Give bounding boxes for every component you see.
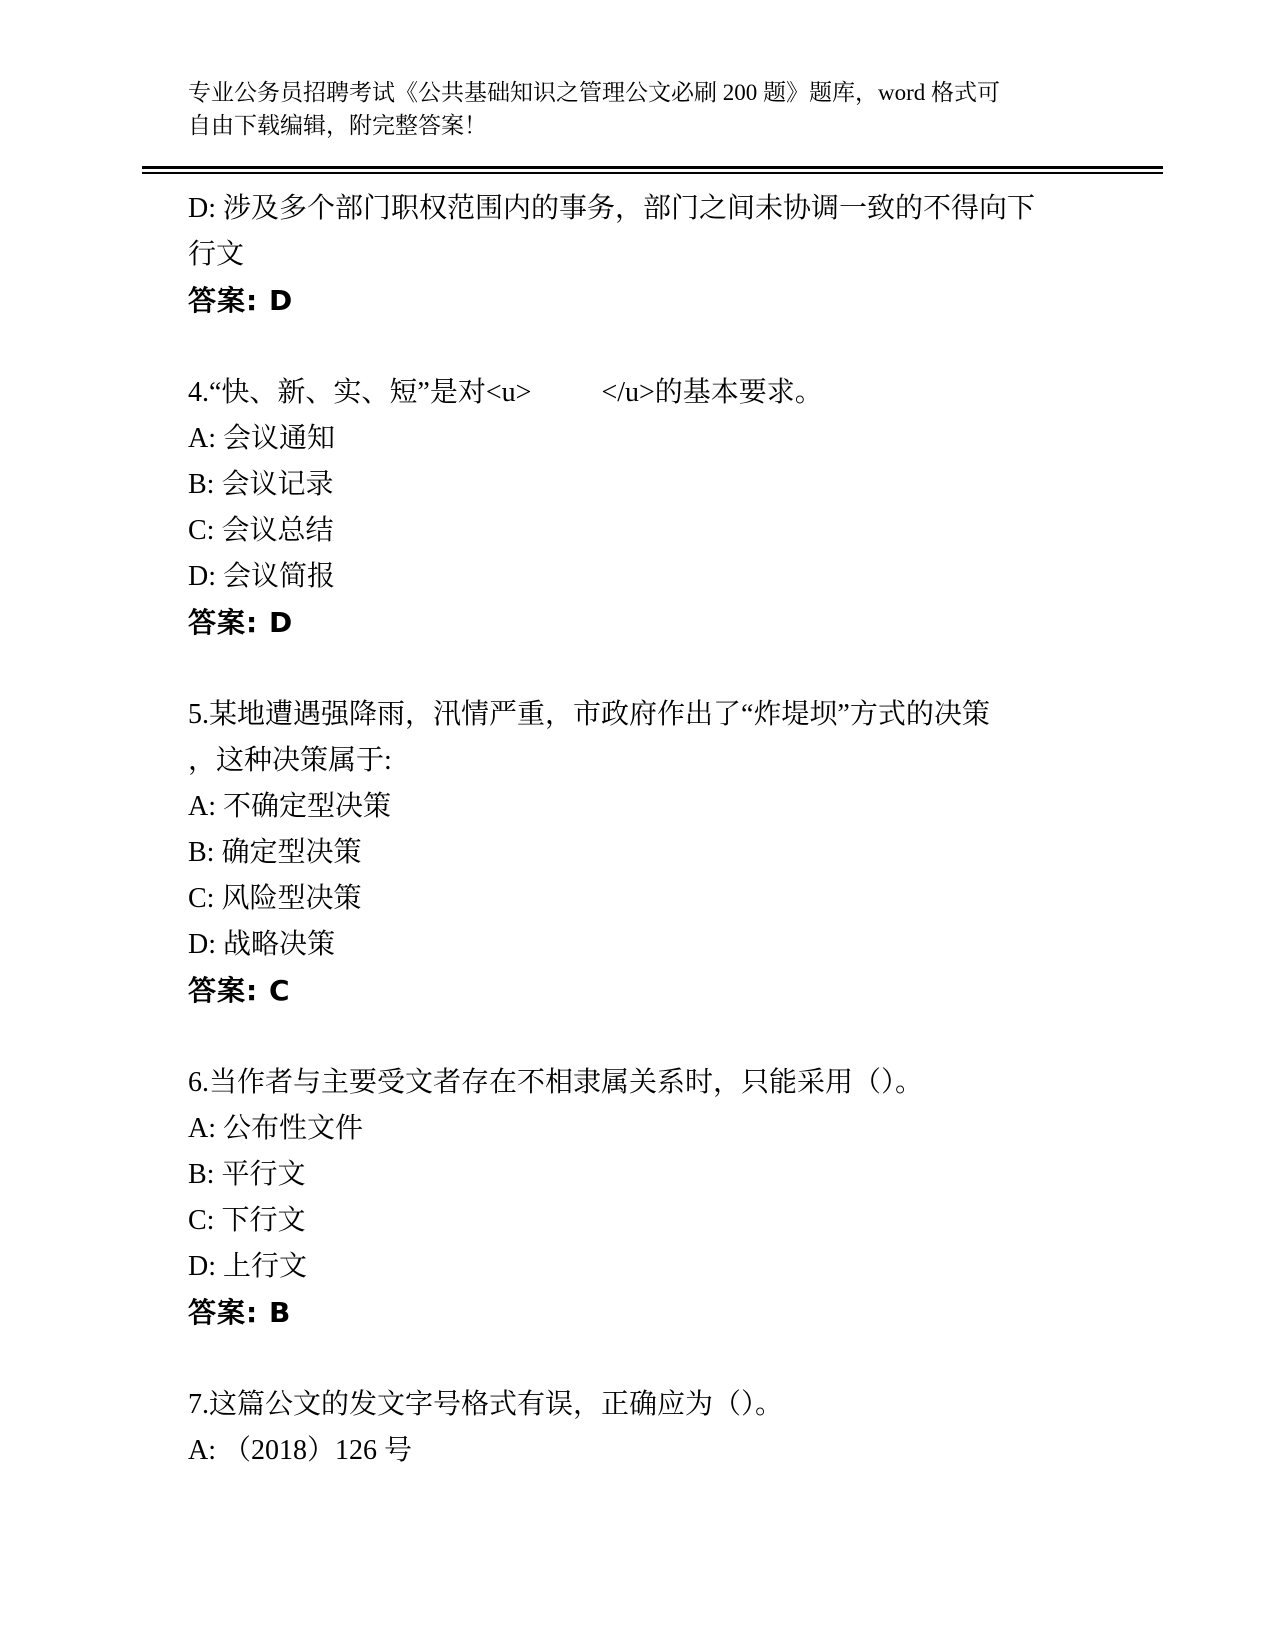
question-text: 5.某地遭遇强降雨，汛情严重，市政府作出了“炸堤坝”方式的决策 bbox=[188, 699, 990, 730]
question-block-4 bbox=[188, 370, 1148, 646]
option-d-text-wrap: 行文 bbox=[188, 239, 245, 270]
header-divider bbox=[142, 166, 1163, 174]
questions-content bbox=[188, 186, 1148, 1474]
question-block-6 bbox=[188, 1060, 1148, 1336]
option-c-text: C: 会议总结 bbox=[188, 515, 334, 546]
option-c-text: C: 下行文 bbox=[188, 1205, 306, 1236]
option-a-text: A: 会议通知 bbox=[188, 423, 336, 454]
option-d-text: D: 战略决策 bbox=[188, 929, 336, 960]
question-block-5 bbox=[188, 692, 1148, 1014]
question-text: 6.当作者与主要受文者存在不相隶属关系时，只能采用（）。 bbox=[188, 1067, 924, 1098]
option-a-text: A: （2018）126 号 bbox=[188, 1435, 413, 1466]
question-block-7 bbox=[188, 1382, 1148, 1474]
answer-line: 答案: D bbox=[188, 284, 294, 317]
header-line-2: 自由下载编辑，附完整答案！ bbox=[188, 113, 487, 138]
question-text: 7.这篇公文的发文字号格式有误，正确应为（）。 bbox=[188, 1389, 784, 1420]
answer-line: 答案: C bbox=[188, 974, 291, 1007]
option-d-text: D: 上行文 bbox=[188, 1251, 308, 1282]
option-d-text: D: 会议简报 bbox=[188, 561, 336, 592]
header-line-1: 专业公务员招聘考试《公共基础知识之管理公文必刷 200 题》题库，word 格式可 bbox=[188, 80, 1001, 105]
question-text: 4.“快、新、实、短”是对<u> </u>的基本要求。 bbox=[188, 377, 823, 408]
answer-line: 答案: D bbox=[188, 606, 294, 639]
page-header bbox=[142, 76, 1163, 174]
question-block-3-tail bbox=[188, 186, 1148, 324]
option-b-text: B: 平行文 bbox=[188, 1159, 306, 1190]
answer-line: 答案: B bbox=[188, 1296, 292, 1329]
option-c-text: C: 风险型决策 bbox=[188, 883, 362, 914]
option-a-text: A: 不确定型决策 bbox=[188, 791, 392, 822]
option-b-text: B: 确定型决策 bbox=[188, 837, 362, 868]
option-a-text: A: 公布性文件 bbox=[188, 1113, 364, 1144]
option-b-text: B: 会议记录 bbox=[188, 469, 334, 500]
question-text-wrap: ，这种决策属于: bbox=[188, 745, 392, 776]
option-d-text: D: 涉及多个部门职权范围内的事务，部门之间未协调一致的不得向下 bbox=[188, 193, 1036, 224]
divider-bottom-line bbox=[142, 172, 1163, 174]
